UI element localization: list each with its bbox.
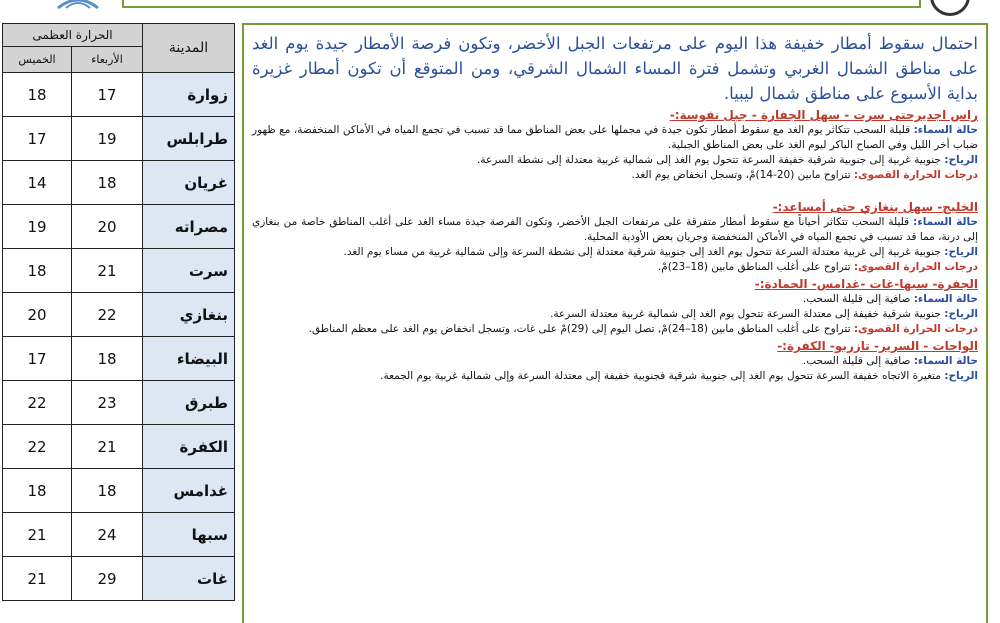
logo-icon <box>56 0 100 10</box>
forecast-summary: احتمال سقوط أمطار خفيفة هذا اليوم على مرتفعات الجبل الأخضر، وتكون فرصة الأمطار جيدة يوم الغد على مناطق الشمال الغربي وتشمل فترة المساء الشمال الشرقي، ومن المتوقع أن تكون أمطار غزيرة بداية الأسبوع على مناطق شمال ليبيا. <box>252 34 978 103</box>
wind-label: الرياح: <box>944 370 978 382</box>
sky-line <box>252 123 978 153</box>
thu-temp: 20 <box>3 293 72 337</box>
wed-temp: 18 <box>72 337 143 381</box>
table-row <box>3 381 235 425</box>
wed-temp: 19 <box>72 117 143 161</box>
sky-label: حالة السماء: <box>913 124 978 136</box>
city-name: زوارة <box>143 73 235 117</box>
city-name: سبها <box>143 513 235 557</box>
region-section <box>252 199 978 275</box>
forecast-panel <box>242 23 988 623</box>
wind-line <box>252 369 978 384</box>
table-row <box>3 73 235 117</box>
city-name: مصراته <box>143 205 235 249</box>
thu-temp: 22 <box>3 381 72 425</box>
temp-label: درجات الحرارة القصوى: <box>853 323 978 335</box>
sky-label: حالة السماء: <box>913 216 978 228</box>
thu-temp: 17 <box>3 117 72 161</box>
wind-label: الرياح: <box>944 154 978 166</box>
region-section <box>252 276 978 337</box>
region-section <box>252 338 978 384</box>
thu-temp: 18 <box>3 249 72 293</box>
sky-text: قليلة السحب تتكاثر يوم الغد مع سقوط أمطار تكون جيدة في مجملها على بعض المناطق مما قد تسبب في تجمع المياه في الأماكن المنخفضة، مع ظهور ضباب أخر الليل وفي الصباح الباكر ليوم الغد على بعض المناطق الجبلية. <box>252 124 978 151</box>
sky-text: قليلة السحب تتكاثر أحياناً مع سقوط أمطار متفرقة على مرتفعات الجبل الأخضر، وتكون الفرصة جيدة مساء الغد على أغلب المناطق خاصة من بنغازي إلى درنة، مما قد تسبب في تجمع المياه في الأماكن المنخفضة وجريان بعض الأودية المحلية. <box>252 216 978 243</box>
table-row <box>3 557 235 601</box>
wed-temp: 21 <box>72 249 143 293</box>
wednesday-header: الأربعاء <box>72 47 143 73</box>
wind-line <box>252 153 978 168</box>
table-row <box>3 337 235 381</box>
temp-line <box>252 168 978 183</box>
table-row <box>3 249 235 293</box>
temp-line <box>252 260 978 275</box>
thu-temp: 17 <box>3 337 72 381</box>
temp-line <box>252 322 978 337</box>
thursday-header: الخميس <box>3 47 72 73</box>
region-section <box>252 107 978 183</box>
wind-line <box>252 307 978 322</box>
sky-text: صافية إلى قليلة السحب. <box>802 355 914 367</box>
thu-temp: 21 <box>3 513 72 557</box>
thu-temp: 22 <box>3 425 72 469</box>
table-row <box>3 425 235 469</box>
wind-line <box>252 245 978 260</box>
city-name: سرت <box>143 249 235 293</box>
header-frame <box>122 0 921 8</box>
city-name: غريان <box>143 161 235 205</box>
city-name: غدامس <box>143 469 235 513</box>
temp-text: تتراوح على أغلب المناطق مابين (18–23)مْ. <box>657 261 854 273</box>
table-row <box>3 293 235 337</box>
sky-label: حالة السماء: <box>913 355 978 367</box>
city-name: الكفرة <box>143 425 235 469</box>
table-row <box>3 469 235 513</box>
region-title: الخليج- سهل بنغازي حتى أمساعد:- <box>772 200 978 214</box>
wind-text: جنوبية غربية إلى غربية معتدلة السرعة تتحول يوم الغد إلى جنوبية شرقية معتدلة إلى نشطة السرعة وإلى شمالية غربية من مساء يوم الغد. <box>343 246 945 258</box>
wed-temp: 29 <box>72 557 143 601</box>
sky-line <box>252 292 978 307</box>
temp-label: درجات الحرارة القصوى: <box>853 169 978 181</box>
temp-text: تتراوح على أغلب المناطق مابين (18–24)مْ, تصل اليوم إلى (29)مْ على غات، وتسجل انخفاض يوم الغد على معظم المناطق. <box>308 323 854 335</box>
wed-temp: 24 <box>72 513 143 557</box>
city-name: البيضاء <box>143 337 235 381</box>
table-row <box>3 117 235 161</box>
region-title: راس اجديرحتى سرت - سهل الجفارة - جبل نفوسة:- <box>669 108 978 122</box>
max-temp-header: الحرارة العظمى <box>3 24 143 47</box>
wed-temp: 17 <box>72 73 143 117</box>
wed-temp: 23 <box>72 381 143 425</box>
city-header: المدينة <box>143 24 235 73</box>
thu-temp: 14 <box>3 161 72 205</box>
wed-temp: 18 <box>72 161 143 205</box>
table-row <box>3 161 235 205</box>
thu-temp: 21 <box>3 557 72 601</box>
wed-temp: 18 <box>72 469 143 513</box>
region-title: الواحات - السرير- تازربو- الكفرة:- <box>777 339 978 353</box>
sky-label: حالة السماء: <box>913 293 978 305</box>
region-title: الجفرة- سبها-غات -غدامس- الحمادة:- <box>754 277 978 291</box>
sky-line <box>252 215 978 245</box>
sky-text: صافية إلى قليلة السحب. <box>802 293 914 305</box>
wed-temp: 20 <box>72 205 143 249</box>
table-row <box>3 513 235 557</box>
city-name: طرابلس <box>143 117 235 161</box>
wed-temp: 22 <box>72 293 143 337</box>
wed-temp: 21 <box>72 425 143 469</box>
table-row <box>3 205 235 249</box>
temp-text: تتراوح مابين (20-14)مْ، وتسجل انخفاض يوم الغد. <box>631 169 854 181</box>
temperature-table <box>2 23 235 601</box>
wind-label: الرياح: <box>944 246 978 258</box>
thu-temp: 18 <box>3 73 72 117</box>
wind-text: متغيرة الاتجاه خفيفة السرعة تتحول يوم الغد إلى جنوبية شرقية فجنوبية خفيفة إلى معتدلة السرعة وإلى شمالية غربية يوم الجمعة. <box>380 370 945 382</box>
sky-line <box>252 354 978 369</box>
thu-temp: 19 <box>3 205 72 249</box>
city-name: طبرق <box>143 381 235 425</box>
thu-temp: 18 <box>3 469 72 513</box>
wind-text: جنوبية شرقية خفيفة إلى معتدلة السرعة تتحول يوم الغد إلى شمالية غربية معتدلة السرعة. <box>550 308 945 320</box>
wind-label: الرياح: <box>944 308 978 320</box>
city-name: غات <box>143 557 235 601</box>
wind-text: جنوبية غربية إلى جنوبية شرقية خفيفة السرعة تتحول يوم الغد إلى شمالية غربية معتدلة إلى نشطة السرعة. <box>477 154 945 166</box>
temp-label: درجات الحرارة القصوى: <box>853 261 978 273</box>
emblem-icon <box>930 0 970 16</box>
city-name: بنغازي <box>143 293 235 337</box>
